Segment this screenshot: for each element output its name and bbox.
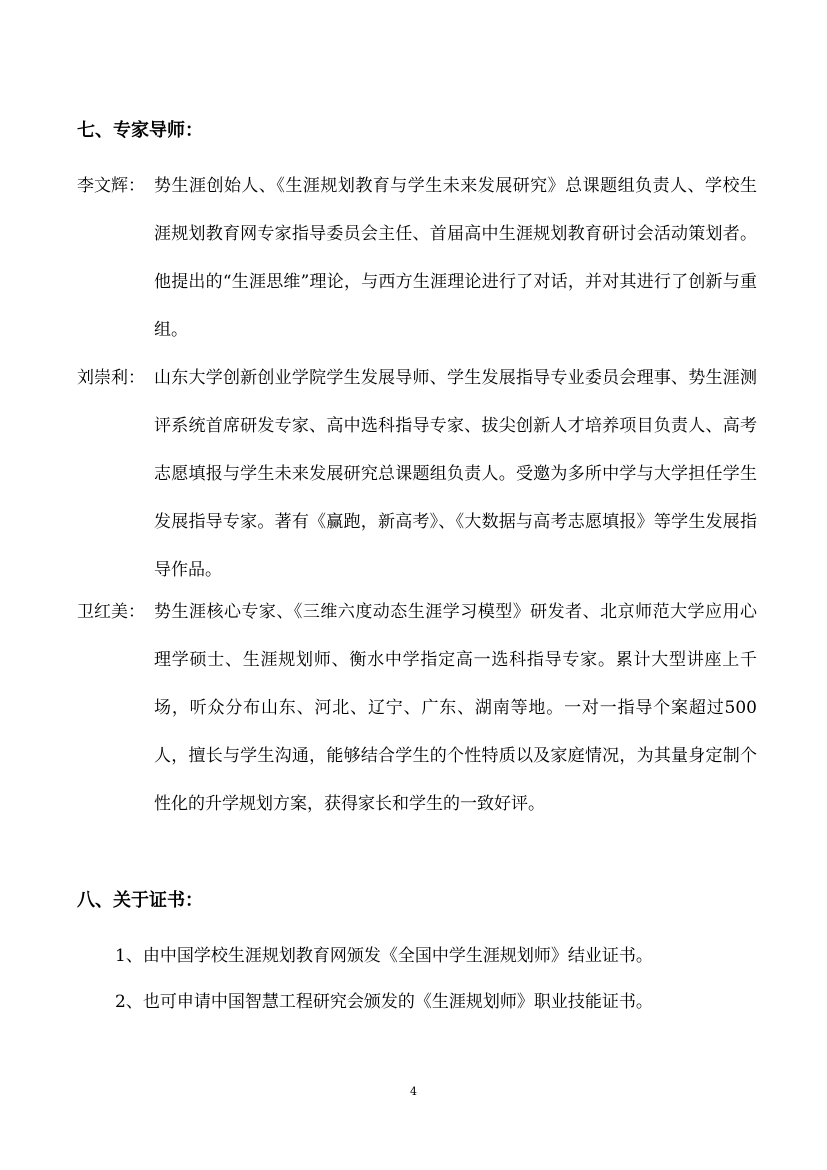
expert-entry-wei-hongmei <box>77 588 757 828</box>
section-7-heading: 七、专家导师： <box>77 120 203 141</box>
expert-name: 刘崇利： <box>77 368 145 388</box>
expert-name: 卫红美： <box>77 602 145 622</box>
expert-entry-li-wenhui <box>77 162 757 354</box>
expert-name: 李文辉： <box>77 176 145 196</box>
page-number: 4 <box>410 1085 417 1098</box>
certificate-item: 2、也可申请中国智慧工程研究会颁发的《生涯规划师》职业技能证书。 <box>115 992 653 1012</box>
expert-description: 势生涯核心专家、《三维六度动态生涯学习模型》研发者、北京师范大学应用心理学硕士、生涯规划师、衡水中学指定高一选科指导专家。累计大型讲座上千场，听众分布山东、河北、辽宁、广东、湖南等地。一对一指导个案超过500人，擅长与学生沟通，能够结合学生的个性特质以及家庭情况，为其量身定制个性化的升学规划方案，获得家长和学生的一致好评。 <box>154 602 757 814</box>
expert-entry-liu-chongli <box>77 354 757 594</box>
expert-description: 势生涯创始人、《生涯规划教育与学生未来发展研究》总课题组负责人、学校生涯规划教育网专家指导委员会主任、首届高中生涯规划教育研讨会活动策划者。他提出的“生涯思维”理论，与西方生涯理论进行了对话，并对其进行了创新与重组。 <box>154 176 757 340</box>
expert-description: 山东大学创新创业学院学生发展导师、学生发展指导专业委员会理事、势生涯测评系统首席研发专家、高中选科指导专家、拔尖创新人才培养项目负责人、高考志愿填报与学生未来发展研究总课题组负责人。受邀为多所中学与大学担任学生发展指导专家。著有《赢跑，新高考》、《大数据与高考志愿填报》等学生发展指导作品。 <box>154 368 757 580</box>
section-8-heading: 八、关于证书： <box>77 890 203 911</box>
certificate-item: 1、由中国学校生涯规划教育网颁发《全国中学生涯规划师》结业证书。 <box>115 946 653 966</box>
